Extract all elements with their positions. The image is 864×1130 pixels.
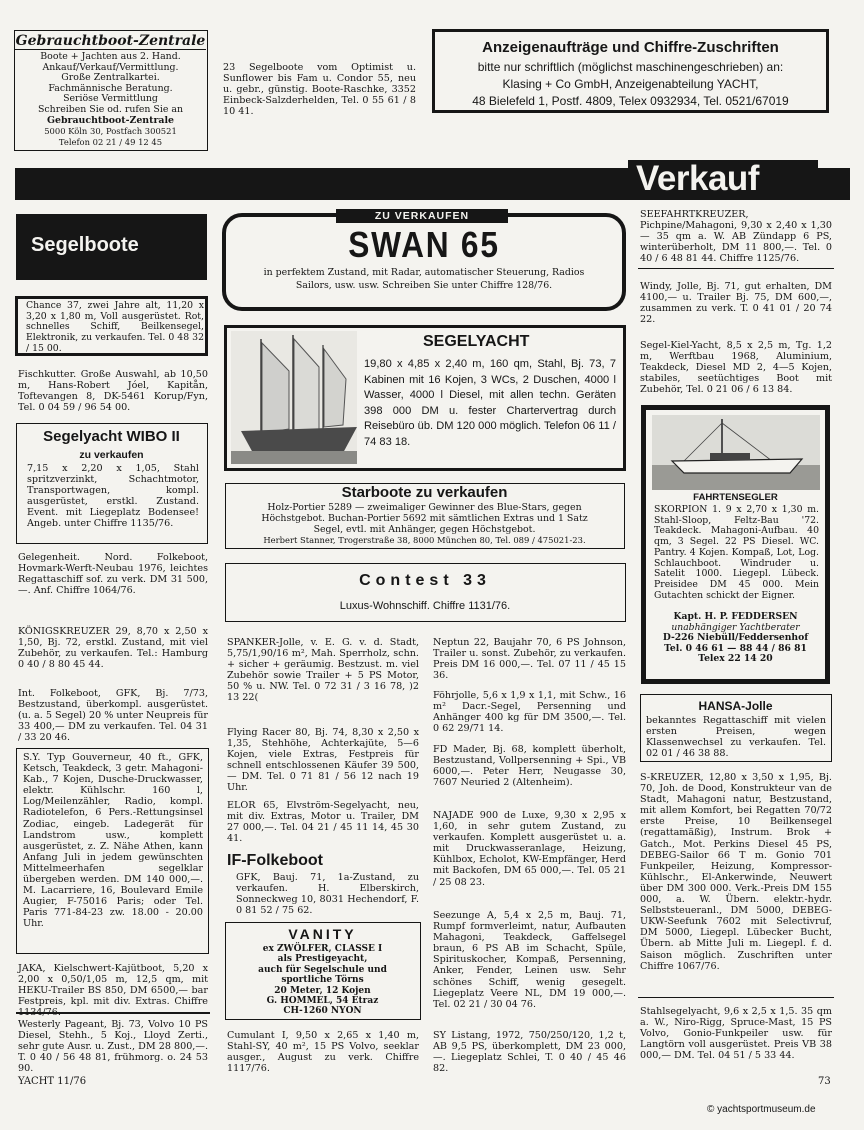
feddersen-line: Telex 22 14 20 [698,653,773,665]
gebrauchtboot-title: Gebrauchtboot-Zentrale [15,33,206,49]
listang-ad: SY Listang, 1972, 750/250/120, 1,2 t, AB 9,5 PS, überkomplett, DM 23 000,—. Liegeplatz Schlei, T. 0 40 / 45 46 82. [433,1030,626,1075]
gebrauchtboot-line: Große Zentralkartei. [61,72,160,84]
vanity-title: VANITY [288,926,357,942]
wibo-text: 7,15 x 2,20 x 1,05, Stahl spritzverzinkt, Schachtmotor, Transportwagen, kompl. ausgerüstet, erstkl. Zustand. Event. mit Liegeplatz Bodensee! Angeb. unter Chiffre 1135/76. [27,463,199,530]
vanity-line: ex ZWÖLFER, CLASSE I [262,944,383,954]
feddersen-line: unabhängiger Yachtberater [671,621,800,633]
starboote-line2: Höchstgebot. Buchan-Portier 5692 mit sämtlichen Extras und 1 Satz [261,513,588,524]
vanity-line: sportliche Törns [281,975,364,986]
neptun-ad: Neptun 22, Baujahr 70, 6 PS Johnson, Trailer u. sonst. Zubehör, zu verkaufen. Preis DM 16 000,—. Tel. 07 11 / 45 15 36. [433,637,626,682]
starboote-line3: Segel, evtl. mit Anhänger, gegen Höchstgebot. [313,524,536,535]
stahlsegelyacht-ad: Stahlsegelyacht, 9,6 x 2,5 x 1,5. 35 qm a. W., Niro-Rigg, Spruce-Mast, 15 PS Volvo, Gonio-Funkpeiler usw. für Langtörn voll ausgerüstet. Preis VB 38 000,— DM. Tel. 04 51 / 5 33 44. [640,1006,832,1062]
hansa-text: bekanntes Regattaschiff mit vielen ersten Preisen, wegen Klassenwechsel zu verkaufen. Tel. 02 01 / 46 38 88. [646,715,826,760]
gebrauchtboot-line: Boote + Jachten aus 2. Hand. [40,51,181,62]
hansa-title: HANSA-Jolle [698,699,773,713]
footer-page-number: 73 [818,1076,831,1087]
spanker-ad: SPANKER-Jolle, v. E. G. v. d. Stadt, 5,75/1,90/16 m², Mah. Sperrholz, schn. + sicher + geräumig. Bestzust. m. viel Zubehör sowie Trailer + 5 PS Motor, 50 % u. NW. Tel. 0 72 31 / 3 16 78, )2 13 22( [227,637,419,704]
anzeigen-title: Anzeigenaufträge und Chiffre-Zuschriften [482,39,779,56]
vanity-ad [225,922,421,1020]
gebrauchtboot-line: Seriöse Vermittlung [63,93,158,105]
segelyacht-text: 19,80 x 4,85 x 2,40 m, 160 qm, Stahl, Bj. 73, 7 Kabinen mit 16 Kojen, 3 WCs, 2 Duschen, 4000 l Wasser, 4000 l Diesel, mit allen techn. Geräten 398 000 DM u. fester Chartervertrag durch Reisebüro üb. DM 120 000 möglich. Telefon 06 11 / 74 83 18. [364,358,616,448]
gebrauchtboot-line: 5000 Köln 30, Postfach 300521 [44,126,177,137]
flying-racer-ad: Flying Racer 80, Bj. 74, 8,30 x 2,50 x 1,35, Stehhöhe, Achterkajüte, 5—6 Kojen, viele Extras, Festpreis für schnell entschlossenen Käufer 39 500,— DM. Tel. 0 71 81 / 56 12 nach 19 Uhr. [227,727,419,794]
segelyacht-title: SEGELYACHT [423,333,530,350]
swan-badge: ZU VERKAUFEN [374,210,470,222]
folkeboot-ad: Int. Folkeboot, GFK, Bj. 7/73, Bestzustand, überkompl. ausgerüstet. (u. a. 5 Segel) 20 % unter Neupreis für 33 400,— DM zu verkaufen. Tel. 04 31 / 33 20 46. [18,688,208,744]
contest-sub: Luxus-Wohnschiff. Chiffre 1131/76. [339,600,511,612]
starboote-title: Starboote zu verkaufen [341,484,508,501]
koenigskreuzer-ad: KÖNIGSKREUZER 29, 8,70 x 2,50 x 1,50, Bj. 72, erstkl. Zustand, mit viel Zubehör, zu verkaufen. Tel.: Hamburg 0 40 / 8 80 45 44. [18,626,208,671]
fd-mader-ad: FD Mader, Bj. 68, komplett überholt, Bestzustand, Vollpersenning + Spi., VB 6000,—. Peter Herr, Neugasse 30, 7607 Neuried 2 (Altenheim). [433,744,626,789]
gebrauchtboot-line: Fachmännische Beratung. [48,82,173,94]
anzeigen-line1: bitte nur schriftlich (möglichst maschinengeschrieben) an: [477,60,784,74]
starboote-line4: Herbert Stanner, Trogerstraße 38, 8000 München 80, Tel. 089 / 475021-23. [263,535,586,545]
fahrtensegler-text: SKORPION 1. 9 x 2,70 x 1,30 m. Stahl-Sloop, Feltz-Bau '72. Teakdeck. Mahagoni-Aufbau. 40 qm, 3 Segel. 22 PS Diesel. WC. Pantry. 4 Kojen. Kompaß, Lot, Log. Schlauchboot. Windruder u. Satelit 1000. Liegepl. Lübeck. Preisidee DM 45 000. Mein Gutachten schickt der Eigner. [654,504,819,601]
if-folkeboot-title: IF-Folkeboot [227,852,323,869]
starboote-ad [225,483,625,549]
jaka-ad: JAKA, Kielschwert-Kajütboot, 5,20 x 2,00 x 0,50/1,05 m, 12,5 qm, mit HEKU-Trailer BS 850, DM 6500,— bar Festpreis, kpl. mit div. Extras. Chiffre [18,963,208,1008]
najade-ad: NAJADE 900 de Luxe, 9,30 x 2,95 x 1,60, in sehr gutem Zustand, zu verkaufen. Komplett ausgerüstet u. a. mit Druckwasseranlage, Heizung, Kühlbox, Echolot, KW-Empfänger, Herd mit Backofen, DM 65 000,—. Tel. 05 21 / 25 08 23. [433,810,626,888]
feddersen-line: D-226 Niebüll/Feddersenhof [662,632,809,644]
gebrauchtboot-ad [14,30,208,151]
gebrauchtboot-line: Telefon 02 21 / 49 12 45 [58,136,163,147]
cumulant-ad: Cumulant I, 9,50 x 2,65 x 1,40 m, Stahl-SY, 40 m², 15 PS Volvo, seeklar ausger., August zu verk. Chiffre 1117/76. [227,1030,419,1075]
wibo-sub: zu verkaufen [79,449,144,461]
vanity-line: auch für Segelschule und [258,964,387,975]
vanity-line: als Prestigeyacht, [277,954,368,965]
wibo-title: Segelyacht WIBO II [43,428,180,445]
gouverneur-ad [16,748,209,954]
swan-title: SWAN 65 [348,224,500,265]
fahrtensegler-photo [652,415,820,490]
anzeigen-line3: 48 Bielefeld 1, Postf. 4809, Telex 0932934, Tel. 0521/67019 [472,94,789,108]
anzeigen-line2: Klasing + Co GmbH, Anzeigenabteilung YACHT, [502,77,759,91]
gebrauchtboot-line: Gebrauchtboot-Zentrale [47,114,174,126]
windy-ad: Windy, Jolle, Bj. 71, gut erhalten, DM 4100,— u. Trailer Bj. 75, DM 600,—, zusammen zu verk. T. 0 41 01 / 20 74 22. [640,281,832,326]
segelyacht-photo [231,331,357,464]
s-kreuzer-ad: S-KREUZER, 12,80 x 3,50 x 1,95, Bj. 70, Joh. de Dood, Konstrukteur van de Stadt, Mahagoni natur, Bestzustand, mit allem Komfort, bei Regatten 70/72 erste Preise, 10 Beilkensegel (regattamäßig), Instrum. Brok + Gatch., Mot. Perkins Diesel 45 PS, DEBEG-Sailor 66 T m. Gonio 701 Funkpeiler, Heizung, Kompressor-Kühlschr., El-Ankerwinde, Neuwert über DM 300 000. Verk.-Preis DM 155 000, a. W. Übern. elektr.-hydr. Selbststeueranl., DM 5000, DEBEG-UKW-Seefunk 7602 mit Selectivruf, DM 5000, Liegepl. Lübecker Bucht, Übern. ab Mitte Juli m. Liegepl. f. d. Saison möglich. Zuschriften unter Chiffre 1067/76. [640,772,832,972]
foehrjolle-ad: Föhrjolle, 5,6 x 1,9 x 1,1, mit Schw., 16 m² Dacr.-Segel, Persenning und Anhänger 400 kg für DM 3500,—. Tel. 0 62 29/71 14. [433,690,626,735]
fischkutter-ad: Fischkutter. Große Auswahl, ab 10,50 m, Hans-Robert Jóel, Kapitån, Toftevangen 8, DK-5461 Korup/Fyn, Tel. 0 04 59 / 96 54 00. [18,369,208,414]
contest-title: Contest 33 [359,572,491,589]
gelegenheit-ad: Gelegenheit. Nord. Folkeboot, Hovmark-Werft-Neubau 1976, leichtes Regattaschiff sof. zu verk. DM 31 500,—. Anf. Chiffre 1064/76. [18,552,208,597]
kielyacht-ad: Segel-Kiel-Yacht, 8,5 x 2,5 m, Tg. 1,2 m, Werftbau 1968, Aluminium, Teakdeck, Diesel MD 2, 4—5 Kojen, stabiles, seetüchtiges Boot mit Zubehör, Tel. 0 21 06 / 6 13 84. [640,340,832,396]
feddersen-line: Tel. 0 46 61 — 88 44 / 86 81 [664,642,807,654]
fahrtensegler-title: FAHRTENSEGLER [693,492,778,503]
section-title: Segelboote [31,234,139,256]
footer-issue: YACHT 11/76 [18,1076,87,1087]
swan-line2: Sailors, usw. usw. Schreiben Sie unter Chiffre 128/76. [295,280,553,291]
segelyacht-ad [224,325,626,471]
pageant-ad: Westerly Pageant, Bj. 73, Volvo 10 PS Diesel, Stehh., 5 Koj., Lloyd Zerti., sehr gute Ausr. u. Zust., DM 28 800,—. T. 0 40 / 56 48 81, frühmorg. o. 24 53 90. [18,1019,208,1075]
fahrtensegler-ad [641,405,830,684]
anzeigen-box [432,29,829,113]
feddersen-line: Kapt. H. P. FEDDERSEN [673,611,798,622]
contest-ad [225,563,626,622]
segelboote-optimist-ad: 23 Segelboote vom Optimist u. Sunflower bis Fam u. Condor 55, neu u. gebr., günstig. Boote-Raschke, 3352 Einbeck-Salzderhelden, Tel. 0 55 61 / 8 10 41. [223,62,416,118]
wibo-ad [16,423,208,544]
hansa-jolle-ad [640,694,832,762]
footer-credit: © yachtsportmuseum.de [707,1104,816,1115]
starboote-line1: Holz-Portier 5289 — zweimaliger Gewinner des Blue-Stars, gegen [267,502,582,513]
seezunge-ad: Seezunge A, 5,4 x 2,5 m, Bauj. 71, Rumpf formverleimt, natur, Aufbauten Mahagoni, Teakdeck, Gaffelsegel braun, 6 PS AB im Schacht, Spüle, Spirituskocher, Kompaß, Persenning, Anker, Fender, Leinen usw. Sehr schönes Schiff, wenig gesegelt. Liegeplatz Veere NL, DM 19 000,—. Tel. 02 21 / 30 04 76. [433,910,626,1010]
vanity-line: G. HOMMEL, 54 Etraz [266,996,379,1007]
elor-ad: ELOR 65, Elvström-Segelyacht, neu, mit div. Extras, Motor u. Trailer, DM 27 000,—. Tel. 04 21 / 45 11 14, 45 30 41. [227,800,419,845]
vanity-line: CH-1260 NYON [283,1006,362,1017]
gouverneur-text: S.Y. Typ Gouverneur, 40 ft., GFK, Ketsch, Teakdeck, 3 getr. Mahagoni-Kab., 7 Kojen, Dusche-Druckwasser, elektr. Kühlschr. 160 l, Log/Meilenzähler, Radio, kompl. Radiotelefon, 6 Pers.-Rettungsinsel Zodiac, eingeb. Ladegerät für Landstrom usw., komplett ausgerüstet, z. Z. Nähe Athen, kann Anfang Juli in jedem gewünschten Mittelmeerhafen segelklar übergeben werden. DM 140 000,—. M. Lacarriere, 16, Boulevard Emile Augier, F-75016 Paris; oder Tel. Paris 771-84-23 zw. 18.00 - 20.00 Uhr. [23,752,203,930]
chance-text: Chance 37, zwei Jahre alt, 11,20 x 3,20 x 1,80 m, Voll ausgerüstet. Rot, schnelles Schiff, Beilkensegel, Elektronik, zu verkaufen. Tel. 0 48 32 / 15 00. [26,300,204,354]
gebrauchtboot-line: Schreiben Sie od. rufen Sie an [38,103,183,115]
chance-ad [15,296,208,356]
gebrauchtboot-line: Ankauf/Verkauf/Vermittlung. [42,61,179,73]
seefahrtkreuzer-ad: SEEFAHRTKREUZER, Pichpine/Mahagoni, 9,30 x 2,40 x 1,30 — 35 qm a. W. AB Zündapp 6 PS, winterüberholt, DM 11 800,—. Tel. 0 40 / 6 48 81 44. Chiffre 1125/76. [640,209,832,265]
vanity-line: 20 Meter, 12 Kojen [274,985,371,996]
if-folkeboot-text: GFK, Bauj. 71, 1a-Zustand, zu verkaufen. H. Elberskirch, Sonneckweg 10, 8031 Hechendorf, F. 0 81 52 / 75 62. [236,872,419,917]
swan-line1: in perfektem Zustand, mit Radar, automatischer Steuerung, Radios [263,267,585,278]
verkauf-title: Verkauf [636,159,759,198]
